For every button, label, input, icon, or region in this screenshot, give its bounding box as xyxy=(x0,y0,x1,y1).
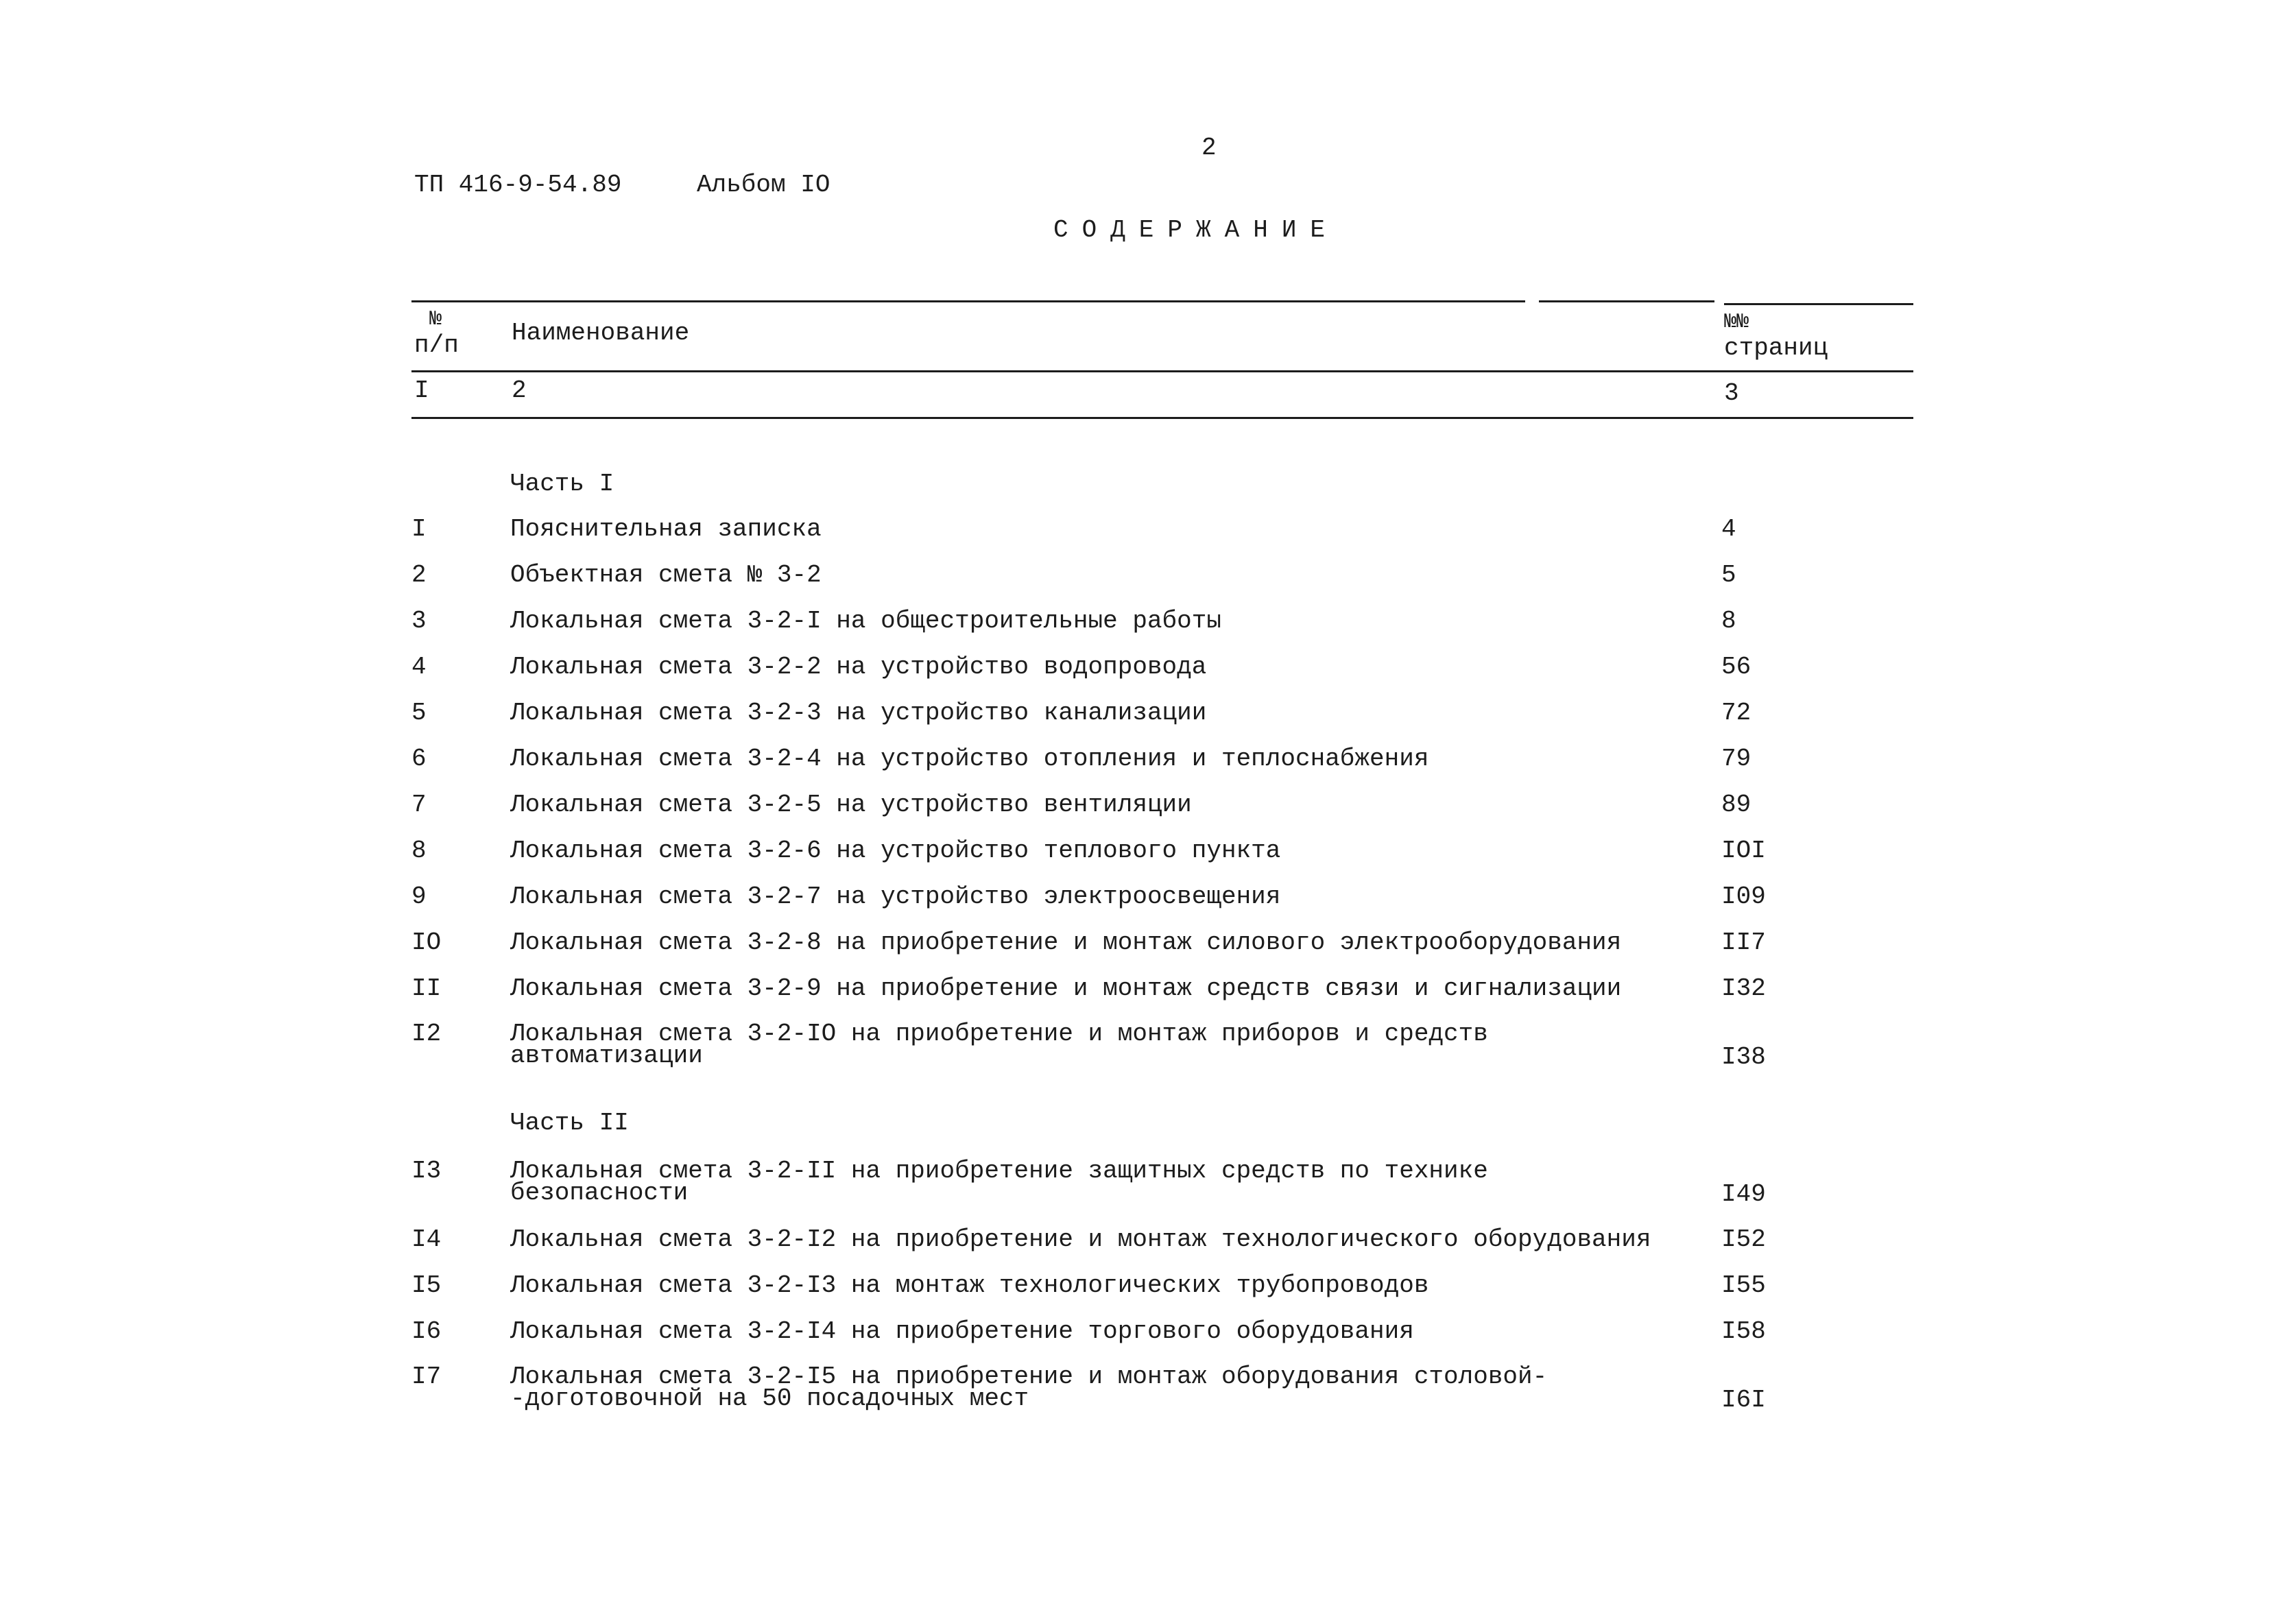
toc-row-number: 2 xyxy=(411,561,427,589)
toc-row-title: Локальная смета 3-2-I на общестроительные работы xyxy=(510,607,1221,635)
toc-row-title: Локальная смета 3-2-6 на устройство теплового пункта xyxy=(510,837,1281,865)
toc-row-number: 5 xyxy=(411,699,427,727)
toc-row-title xyxy=(510,1365,1547,1411)
header-rule-top-right xyxy=(1724,303,1913,305)
toc-row-title-line-1: Локальная смета 3-2-II на приобретение защитных средств по технике xyxy=(510,1157,1488,1185)
section-label-part-1: Часть I xyxy=(510,470,614,498)
toc-row xyxy=(411,1273,2277,1301)
toc-row xyxy=(411,885,2277,912)
toc-row-page: 4 xyxy=(1721,515,1736,543)
toc-row-title: Локальная смета 3-2-4 на устройство отопления и теплоснабжения xyxy=(510,745,1429,773)
header-rule-middle xyxy=(411,370,1913,372)
toc-row-number: I2 xyxy=(411,1020,442,1048)
header-rule-bottom xyxy=(411,417,1913,419)
toc-row-title-line-1: Локальная смета 3-2-I5 на приобретение и монтаж оборудования столовой- xyxy=(510,1363,1548,1391)
toc-row-page: 89 xyxy=(1721,791,1751,819)
toc-row-page: 79 xyxy=(1721,745,1751,773)
toc-row-number: I xyxy=(411,515,427,543)
contents-title: СОДЕРЖАНИЕ xyxy=(1053,216,1339,244)
toc-row xyxy=(411,928,2277,958)
toc-row xyxy=(411,1227,2277,1255)
toc-row-title: Локальная смета 3-2-I4 на приобретение торгового оборудования xyxy=(510,1317,1414,1345)
column-pages-label: страниц xyxy=(1724,334,1828,362)
header-rule-top-mid xyxy=(1539,300,1714,302)
toc-row xyxy=(411,609,2277,636)
column-index-number: I xyxy=(414,376,429,405)
toc-row-page: I32 xyxy=(1721,974,1766,1003)
toc-row-title-line-2: безопасности xyxy=(510,1179,689,1207)
section-label-part-2: Часть II xyxy=(510,1109,629,1137)
toc-row-page: II7 xyxy=(1721,928,1766,957)
toc-row-title: Пояснительная записка xyxy=(510,515,822,543)
toc-row-number: I3 xyxy=(411,1157,442,1185)
toc-row-title xyxy=(510,1022,1488,1068)
toc-row-page: I6I xyxy=(1721,1386,1766,1414)
toc-row xyxy=(411,1022,2277,1077)
toc-row xyxy=(411,563,2277,590)
toc-row-page: I49 xyxy=(1721,1180,1766,1208)
toc-row xyxy=(411,1365,2277,1419)
toc-row-page: IOI xyxy=(1721,837,1766,865)
toc-row-title-line-2: автоматизации xyxy=(510,1042,703,1070)
toc-row-number: I5 xyxy=(411,1271,442,1299)
column-index-name: 2 xyxy=(512,376,527,405)
toc-row-title-line-2: -доготовочной на 50 посадочных мест xyxy=(510,1385,1029,1413)
column-index-pages: 3 xyxy=(1724,379,1739,407)
album-label: Альбом IO xyxy=(697,171,830,199)
toc-row-page: I55 xyxy=(1721,1271,1766,1299)
document-code: ТП 416-9-54.89 xyxy=(414,171,622,199)
toc-row-title: Локальная смета 3-2-I3 на монтаж технологических трубопроводов xyxy=(510,1271,1429,1299)
toc-row-title: Локальная смета 3-2-7 на устройство электроосвещения xyxy=(510,883,1281,911)
toc-row-number: 3 xyxy=(411,607,427,635)
toc-row xyxy=(411,1319,2277,1347)
toc-row xyxy=(411,747,2277,774)
toc-row xyxy=(411,1159,2277,1214)
toc-row-page: I09 xyxy=(1721,883,1766,911)
toc-row-number: II xyxy=(411,974,442,1003)
toc-row-title xyxy=(510,1159,1488,1206)
toc-row-number: I4 xyxy=(411,1225,442,1254)
toc-row-page: 72 xyxy=(1721,699,1751,727)
toc-row-page: I52 xyxy=(1721,1225,1766,1254)
toc-row-title: Локальная смета 3-2-I2 на приобретение и монтаж технологического оборудования xyxy=(510,1225,1651,1254)
toc-row-title: Локальная смета 3-2-3 на устройство канализации xyxy=(510,699,1207,727)
toc-row-title: Локальная смета 3-2-9 на приобретение и монтаж средств связи и сигнализации xyxy=(510,974,1622,1003)
toc-row-page: I38 xyxy=(1721,1043,1766,1071)
toc-row-number: 8 xyxy=(411,837,427,865)
page-number: 2 xyxy=(1201,134,1217,162)
toc-row-page: I58 xyxy=(1721,1317,1766,1345)
toc-row-number: 9 xyxy=(411,883,427,911)
toc-row-page: 5 xyxy=(1721,561,1736,589)
header-rule-top-left xyxy=(411,300,1525,302)
toc-row xyxy=(411,976,2277,1004)
toc-row-number: 6 xyxy=(411,745,427,773)
toc-row xyxy=(411,793,2277,820)
toc-row-title: Локальная смета 3-2-2 на устройство водопровода xyxy=(510,653,1207,681)
toc-row-page: 56 xyxy=(1721,653,1751,681)
column-number-sign: № xyxy=(429,308,442,331)
toc-row-number: 7 xyxy=(411,791,427,819)
toc-row-number: 4 xyxy=(411,653,427,681)
toc-row-title: Объектная смета № 3-2 xyxy=(510,561,822,589)
toc-row-number: I6 xyxy=(411,1317,442,1345)
column-pages-sign: №№ xyxy=(1724,311,1749,334)
toc-row-title: Локальная смета 3-2-5 на устройство вентиляции xyxy=(510,791,1192,819)
toc-row-title: Локальная смета 3-2-8 на приобретение и монтаж силового электрооборудования xyxy=(510,928,1622,957)
toc-row-number: I7 xyxy=(411,1363,442,1391)
column-name-label: Наименование xyxy=(512,319,690,347)
toc-row-number: IO xyxy=(411,928,442,957)
toc-row xyxy=(411,517,2277,544)
toc-row-title-line-1: Локальная смета 3-2-IO на приобретение и монтаж приборов и средств xyxy=(510,1020,1488,1048)
toc-row xyxy=(411,701,2277,728)
toc-row xyxy=(411,839,2277,866)
column-number-label: п/п xyxy=(414,331,459,359)
toc-row xyxy=(411,655,2277,682)
toc-row-page: 8 xyxy=(1721,607,1736,635)
